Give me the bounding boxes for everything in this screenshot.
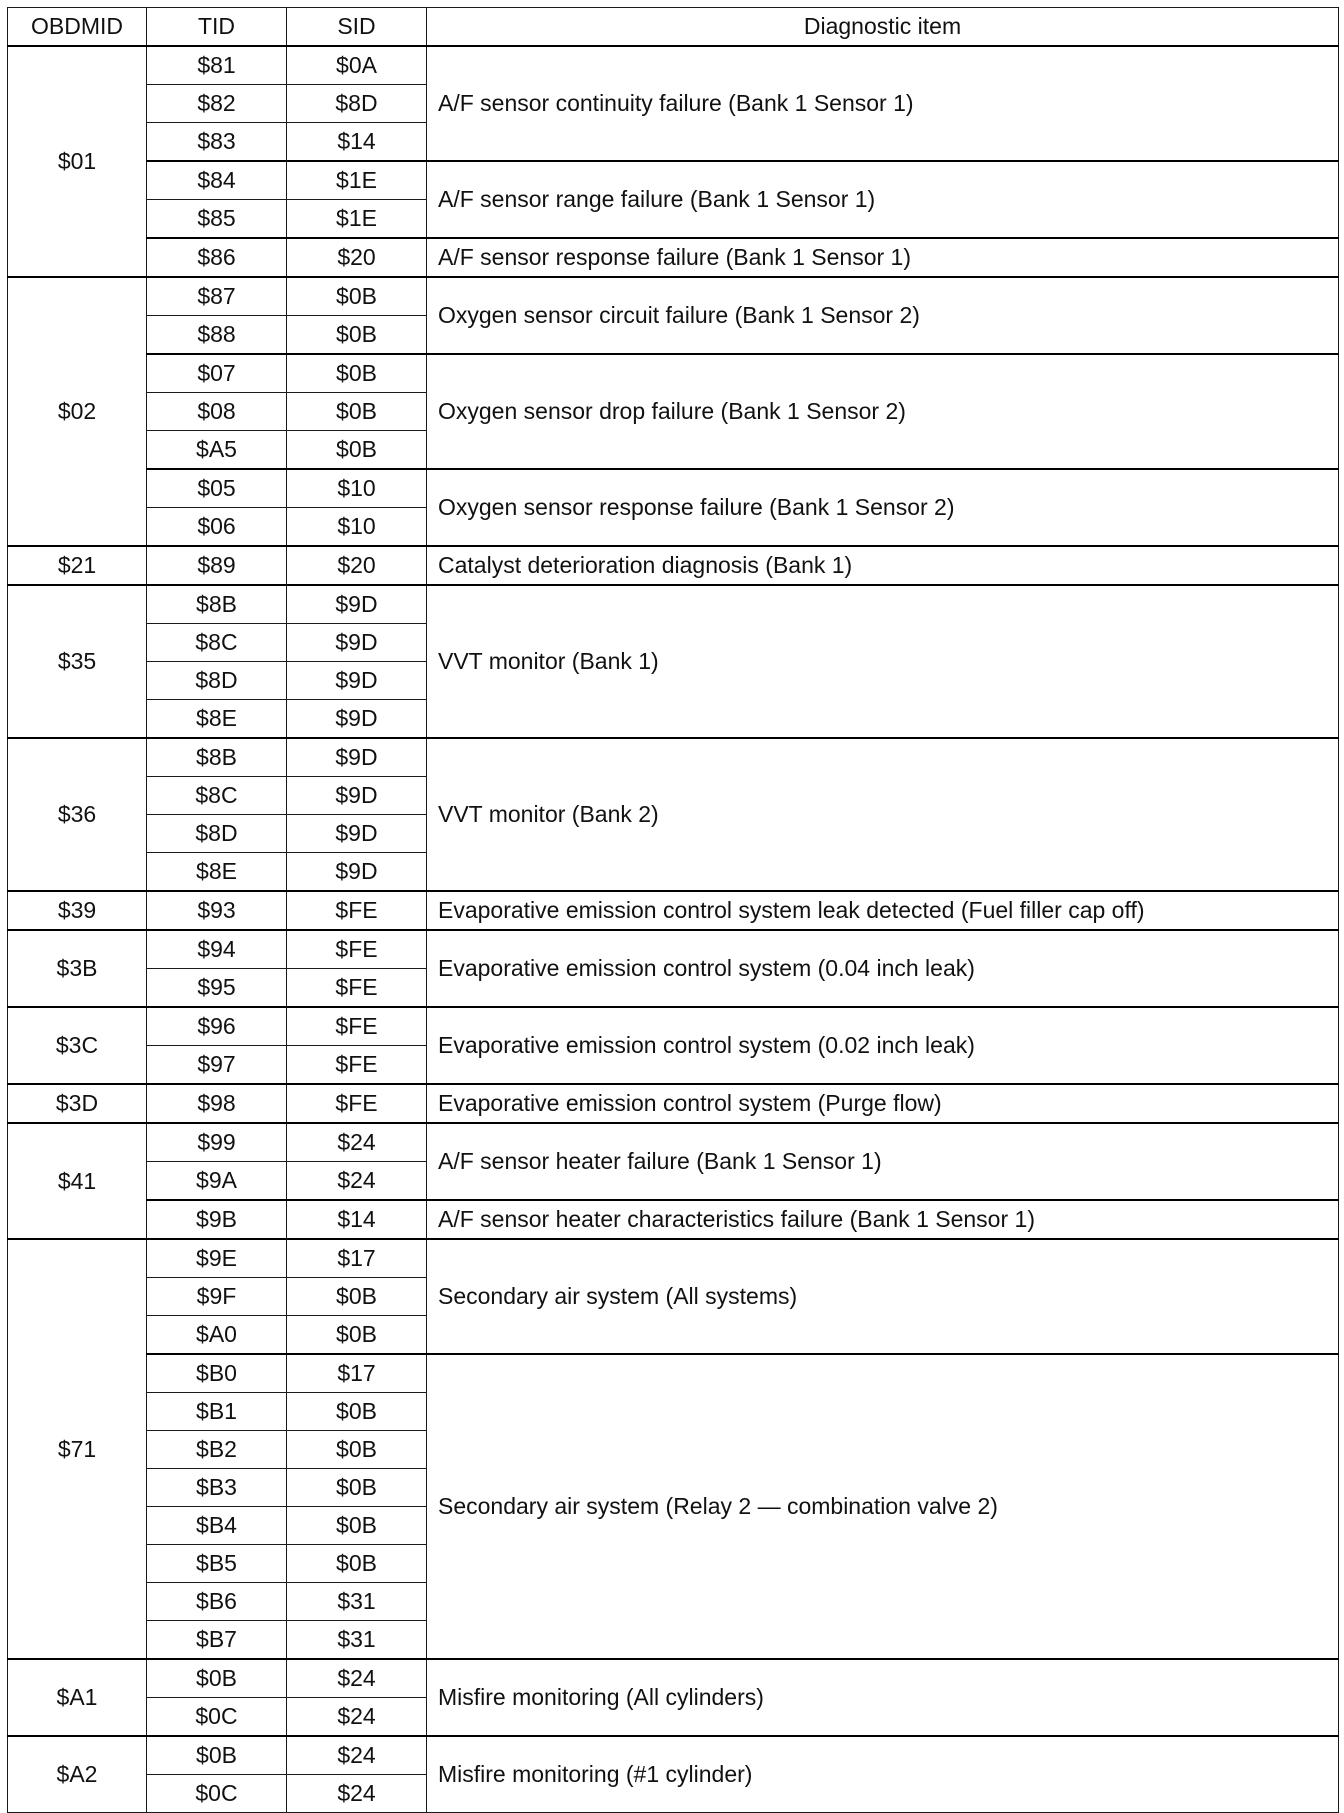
obdmid-cell: $02 <box>8 277 147 546</box>
header-sid: SID <box>287 8 427 47</box>
tid-cell: $B5 <box>147 1545 287 1583</box>
diagnostic-item-cell: Evaporative emission control system (Purge flow) <box>427 1084 1339 1123</box>
sid-cell: $20 <box>287 546 427 585</box>
sid-cell: $9D <box>287 777 427 815</box>
sid-cell: $9D <box>287 700 427 739</box>
tid-cell: $89 <box>147 546 287 585</box>
tid-cell: $8D <box>147 815 287 853</box>
obdmid-cell: $41 <box>8 1123 147 1239</box>
sid-cell: $20 <box>287 238 427 277</box>
sid-cell: $0B <box>287 1393 427 1431</box>
sid-cell: $0B <box>287 1316 427 1355</box>
tid-cell: $B3 <box>147 1469 287 1507</box>
diagnostic-item-cell: Oxygen sensor drop failure (Bank 1 Sensor 2) <box>427 354 1339 469</box>
tid-cell: $85 <box>147 200 287 239</box>
tid-cell: $96 <box>147 1007 287 1046</box>
tid-cell: $05 <box>147 469 287 508</box>
diagnostic-item-cell: Evaporative emission control system (0.04 inch leak) <box>427 930 1339 1007</box>
tid-cell: $97 <box>147 1046 287 1085</box>
table-body <box>8 46 1339 1813</box>
diagnostic-item-cell: A/F sensor response failure (Bank 1 Sensor 1) <box>427 238 1339 277</box>
tid-cell: $86 <box>147 238 287 277</box>
tid-cell: $0C <box>147 1698 287 1737</box>
table-row <box>8 1736 1339 1775</box>
tid-cell: $B4 <box>147 1507 287 1545</box>
sid-cell: $9D <box>287 624 427 662</box>
sid-cell: $FE <box>287 1046 427 1085</box>
sid-cell: $0B <box>287 1278 427 1316</box>
tid-cell: $94 <box>147 930 287 969</box>
table-row <box>8 1123 1339 1162</box>
tid-cell: $A0 <box>147 1316 287 1355</box>
tid-cell: $0C <box>147 1775 287 1813</box>
tid-cell: $8C <box>147 624 287 662</box>
tid-cell: $84 <box>147 161 287 200</box>
tid-cell: $83 <box>147 123 287 162</box>
table-row <box>8 1659 1339 1698</box>
sid-cell: $14 <box>287 123 427 162</box>
tid-cell: $A5 <box>147 431 287 470</box>
obdmid-cell: $21 <box>8 546 147 585</box>
sid-cell: $9D <box>287 853 427 892</box>
sid-cell: $0B <box>287 1507 427 1545</box>
diagnostic-item-cell: A/F sensor heater characteristics failure (Bank 1 Sensor 1) <box>427 1200 1339 1239</box>
obdmid-cell: $3B <box>8 930 147 1007</box>
tid-cell: $B7 <box>147 1621 287 1660</box>
sid-cell: $24 <box>287 1162 427 1201</box>
tid-cell: $8E <box>147 700 287 739</box>
tid-cell: $9B <box>147 1200 287 1239</box>
obdmid-cell: $35 <box>8 585 147 738</box>
sid-cell: $FE <box>287 1007 427 1046</box>
sid-cell: $31 <box>287 1583 427 1621</box>
sid-cell: $1E <box>287 161 427 200</box>
sid-cell: $0B <box>287 1431 427 1469</box>
tid-cell: $B2 <box>147 1431 287 1469</box>
tid-cell: $8C <box>147 777 287 815</box>
tid-cell: $9A <box>147 1162 287 1201</box>
sid-cell: $FE <box>287 891 427 930</box>
tid-cell: $06 <box>147 508 287 547</box>
tid-cell: $9F <box>147 1278 287 1316</box>
tid-cell: $82 <box>147 85 287 123</box>
sid-cell: $24 <box>287 1736 427 1775</box>
diagnostic-item-cell: VVT monitor (Bank 1) <box>427 585 1339 738</box>
tid-cell: $87 <box>147 277 287 316</box>
sid-cell: $24 <box>287 1698 427 1737</box>
diagnostic-item-cell: A/F sensor heater failure (Bank 1 Sensor 1) <box>427 1123 1339 1200</box>
tid-cell: $08 <box>147 393 287 431</box>
sid-cell: $1E <box>287 200 427 239</box>
obdmid-table <box>7 7 1339 1813</box>
sid-cell: $9D <box>287 738 427 777</box>
tid-cell: $93 <box>147 891 287 930</box>
sid-cell: $24 <box>287 1659 427 1698</box>
sid-cell: $17 <box>287 1354 427 1393</box>
tid-cell: $B1 <box>147 1393 287 1431</box>
table-row <box>8 585 1339 624</box>
tid-cell: $81 <box>147 46 287 85</box>
sid-cell: $24 <box>287 1123 427 1162</box>
diagnostic-item-cell: Secondary air system (All systems) <box>427 1239 1339 1354</box>
tid-cell: $8B <box>147 585 287 624</box>
obdmid-cell: $36 <box>8 738 147 891</box>
table-row <box>8 1200 1339 1239</box>
diagnostic-item-cell: A/F sensor range failure (Bank 1 Sensor 1) <box>427 161 1339 238</box>
sid-cell: $9D <box>287 815 427 853</box>
sid-cell: $0B <box>287 1545 427 1583</box>
obdmid-cell: $A1 <box>8 1659 147 1736</box>
table-row <box>8 161 1339 200</box>
sid-cell: $8D <box>287 85 427 123</box>
header-obdmid: OBDMID <box>8 8 147 47</box>
obdmid-cell: $39 <box>8 891 147 930</box>
sid-cell: $9D <box>287 662 427 700</box>
sid-cell: $FE <box>287 969 427 1008</box>
sid-cell: $10 <box>287 469 427 508</box>
obdmid-cell: $71 <box>8 1239 147 1659</box>
tid-cell: $0B <box>147 1736 287 1775</box>
diagnostic-item-cell: A/F sensor continuity failure (Bank 1 Sensor 1) <box>427 46 1339 161</box>
table-row <box>8 469 1339 508</box>
obdmid-cell: $A2 <box>8 1736 147 1813</box>
obdmid-cell: $01 <box>8 46 147 277</box>
tid-cell: $98 <box>147 1084 287 1123</box>
tid-cell: $0B <box>147 1659 287 1698</box>
table-row <box>8 1084 1339 1123</box>
table-row <box>8 238 1339 277</box>
sid-cell: $0B <box>287 1469 427 1507</box>
table-row <box>8 1354 1339 1393</box>
tid-cell: $B6 <box>147 1583 287 1621</box>
table-row <box>8 930 1339 969</box>
diagnostic-item-cell: Misfire monitoring (#1 cylinder) <box>427 1736 1339 1813</box>
sid-cell: $9D <box>287 585 427 624</box>
tid-cell: $88 <box>147 316 287 355</box>
header-row <box>8 8 1339 47</box>
tid-cell: $8E <box>147 853 287 892</box>
table-row <box>8 277 1339 316</box>
diagnostic-item-cell: Misfire monitoring (All cylinders) <box>427 1659 1339 1736</box>
tid-cell: $8D <box>147 662 287 700</box>
tid-cell: $9E <box>147 1239 287 1278</box>
sid-cell: $10 <box>287 508 427 547</box>
header-diagnostic-item: Diagnostic item <box>427 8 1339 47</box>
obdmid-cell: $3C <box>8 1007 147 1084</box>
table-row <box>8 546 1339 585</box>
header-tid: TID <box>147 8 287 47</box>
tid-cell: $95 <box>147 969 287 1008</box>
sid-cell: $FE <box>287 1084 427 1123</box>
sid-cell: $31 <box>287 1621 427 1660</box>
sid-cell: $0B <box>287 431 427 470</box>
table-row <box>8 738 1339 777</box>
table-row <box>8 46 1339 85</box>
tid-cell: $B0 <box>147 1354 287 1393</box>
table-row <box>8 1239 1339 1278</box>
diagnostic-item-cell: Evaporative emission control system leak detected (Fuel filler cap off) <box>427 891 1339 930</box>
tid-cell: $07 <box>147 354 287 393</box>
sid-cell: $0A <box>287 46 427 85</box>
sid-cell: $14 <box>287 1200 427 1239</box>
sid-cell: $0B <box>287 393 427 431</box>
sid-cell: $17 <box>287 1239 427 1278</box>
diagnostic-item-cell: Evaporative emission control system (0.02 inch leak) <box>427 1007 1339 1084</box>
sid-cell: $0B <box>287 316 427 355</box>
diagnostic-item-cell: Catalyst deterioration diagnosis (Bank 1) <box>427 546 1339 585</box>
tid-cell: $8B <box>147 738 287 777</box>
diagnostic-item-cell: Oxygen sensor response failure (Bank 1 Sensor 2) <box>427 469 1339 546</box>
diagnostic-item-cell: VVT monitor (Bank 2) <box>427 738 1339 891</box>
sid-cell: $0B <box>287 354 427 393</box>
tid-cell: $99 <box>147 1123 287 1162</box>
diagnostic-item-cell: Oxygen sensor circuit failure (Bank 1 Sensor 2) <box>427 277 1339 354</box>
obdmid-cell: $3D <box>8 1084 147 1123</box>
table-row <box>8 1007 1339 1046</box>
diagnostic-item-cell: Secondary air system (Relay 2 — combination valve 2) <box>427 1354 1339 1659</box>
table-row <box>8 891 1339 930</box>
sid-cell: $0B <box>287 277 427 316</box>
sid-cell: $24 <box>287 1775 427 1813</box>
sid-cell: $FE <box>287 930 427 969</box>
table-row <box>8 354 1339 393</box>
